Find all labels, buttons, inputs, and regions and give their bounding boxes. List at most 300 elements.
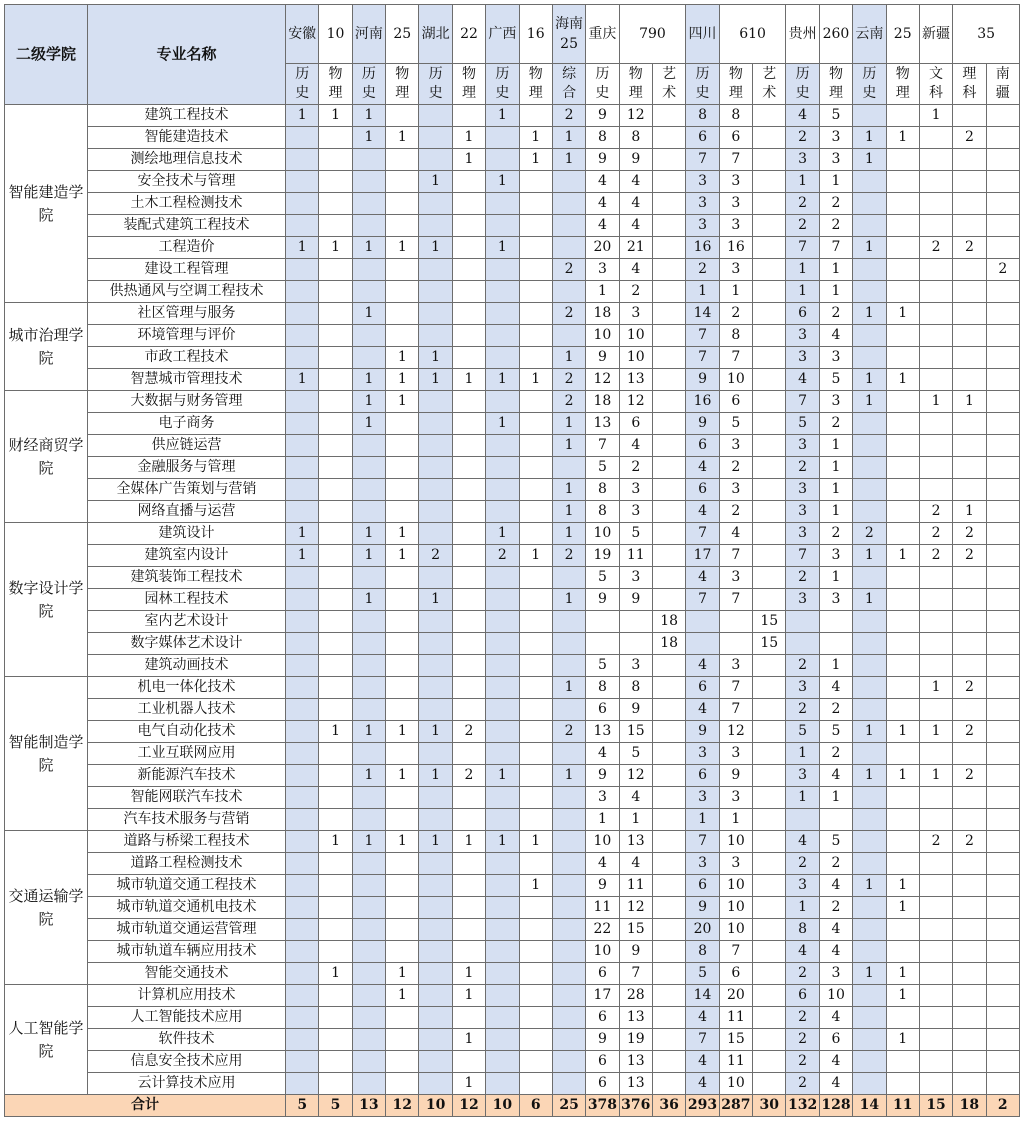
quota-cell bbox=[652, 831, 685, 853]
quota-cell bbox=[352, 1051, 385, 1073]
quota-cell: 5 bbox=[719, 413, 752, 435]
quota-cell: 2 bbox=[819, 897, 852, 919]
quota-cell bbox=[886, 281, 919, 303]
quota-cell bbox=[319, 127, 352, 149]
quota-cell: 1 bbox=[919, 721, 952, 743]
quota-cell: 1 bbox=[886, 303, 919, 325]
quota-cell bbox=[886, 105, 919, 127]
quota-cell bbox=[886, 633, 919, 655]
quota-cell: 1 bbox=[386, 963, 419, 985]
quota-cell: 1 bbox=[919, 765, 952, 787]
quota-cell: 2 bbox=[853, 523, 886, 545]
quota-cell: 10 bbox=[619, 347, 652, 369]
quota-cell bbox=[319, 479, 352, 501]
quota-cell bbox=[286, 985, 319, 1007]
quota-cell bbox=[519, 1051, 552, 1073]
quota-cell bbox=[986, 193, 1019, 215]
table-row bbox=[5, 1073, 1020, 1095]
quota-cell bbox=[886, 611, 919, 633]
quota-cell: 1 bbox=[386, 237, 419, 259]
quota-cell: 1 bbox=[819, 479, 852, 501]
table-row bbox=[5, 523, 1020, 545]
quota-cell: 1 bbox=[586, 809, 619, 831]
quota-cell bbox=[486, 853, 519, 875]
quota-cell bbox=[652, 457, 685, 479]
quota-cell bbox=[452, 325, 485, 347]
quota-cell: 1 bbox=[819, 655, 852, 677]
quota-cell bbox=[452, 875, 485, 897]
quota-cell bbox=[452, 391, 485, 413]
quota-cell bbox=[686, 633, 719, 655]
college-name: 人工智能学院 bbox=[5, 985, 88, 1095]
quota-cell: 3 bbox=[786, 435, 819, 457]
quota-cell: 1 bbox=[552, 765, 585, 787]
quota-cell bbox=[386, 193, 419, 215]
quota-cell bbox=[352, 281, 385, 303]
quota-cell bbox=[953, 567, 986, 589]
quota-cell bbox=[953, 303, 986, 325]
quota-cell bbox=[986, 435, 1019, 457]
quota-cell bbox=[886, 193, 919, 215]
quota-cell: 10 bbox=[586, 941, 619, 963]
quota-cell bbox=[386, 1029, 419, 1051]
quota-cell bbox=[986, 105, 1019, 127]
quota-cell: 13 bbox=[619, 1051, 652, 1073]
quota-cell bbox=[652, 325, 685, 347]
quota-cell bbox=[552, 1007, 585, 1029]
quota-cell: 12 bbox=[619, 765, 652, 787]
quota-cell bbox=[519, 941, 552, 963]
quota-cell: 1 bbox=[386, 523, 419, 545]
quota-cell: 1 bbox=[819, 457, 852, 479]
table-row bbox=[5, 919, 1020, 941]
quota-cell bbox=[419, 259, 452, 281]
quota-cell bbox=[986, 985, 1019, 1007]
quota-cell bbox=[853, 435, 886, 457]
quota-cell: 3 bbox=[619, 303, 652, 325]
quota-cell: 1 bbox=[819, 501, 852, 523]
quota-cell: 6 bbox=[586, 699, 619, 721]
quota-cell: 2 bbox=[786, 655, 819, 677]
quota-cell: 1 bbox=[352, 127, 385, 149]
quota-cell: 2 bbox=[786, 699, 819, 721]
quota-cell bbox=[753, 743, 786, 765]
quota-cell: 2 bbox=[953, 765, 986, 787]
quota-cell bbox=[753, 853, 786, 875]
quota-cell bbox=[953, 435, 986, 457]
quota-cell bbox=[286, 787, 319, 809]
quota-cell: 1 bbox=[819, 281, 852, 303]
quota-cell bbox=[352, 963, 385, 985]
quota-cell: 18 bbox=[586, 391, 619, 413]
quota-cell: 2 bbox=[786, 193, 819, 215]
quota-cell: 4 bbox=[786, 369, 819, 391]
quota-cell bbox=[419, 853, 452, 875]
quota-cell bbox=[886, 237, 919, 259]
quota-cell: 8 bbox=[686, 941, 719, 963]
quota-cell: 4 bbox=[819, 1073, 852, 1095]
subject-header-cell: 历史 bbox=[352, 64, 385, 105]
quota-cell: 16 bbox=[686, 237, 719, 259]
quota-cell: 7 bbox=[686, 149, 719, 171]
subject-header-cell: 历史 bbox=[419, 64, 452, 105]
quota-cell: 14 bbox=[686, 985, 719, 1007]
major-name: 园林工程技术 bbox=[87, 589, 285, 611]
quota-cell bbox=[686, 611, 719, 633]
quota-cell bbox=[986, 1051, 1019, 1073]
quota-cell bbox=[319, 919, 352, 941]
quota-cell: 1 bbox=[486, 831, 519, 853]
quota-cell bbox=[886, 853, 919, 875]
quota-cell: 3 bbox=[719, 655, 752, 677]
quota-cell: 1 bbox=[452, 149, 485, 171]
quota-cell bbox=[953, 743, 986, 765]
quota-cell bbox=[886, 523, 919, 545]
quota-cell: 1 bbox=[419, 765, 452, 787]
quota-cell: 2 bbox=[953, 523, 986, 545]
quota-cell: 9 bbox=[586, 149, 619, 171]
quota-cell bbox=[753, 523, 786, 545]
quota-cell bbox=[886, 1073, 919, 1095]
table-header bbox=[5, 5, 1020, 105]
quota-cell bbox=[552, 963, 585, 985]
total-cell: 36 bbox=[652, 1095, 685, 1117]
quota-cell: 7 bbox=[619, 963, 652, 985]
table-row bbox=[5, 347, 1020, 369]
quota-cell bbox=[452, 897, 485, 919]
major-name: 装配式建筑工程技术 bbox=[87, 215, 285, 237]
quota-cell bbox=[386, 633, 419, 655]
quota-cell bbox=[286, 303, 319, 325]
quota-cell: 2 bbox=[552, 259, 585, 281]
quota-cell: 9 bbox=[586, 765, 619, 787]
quota-cell bbox=[986, 479, 1019, 501]
major-name: 建筑装饰工程技术 bbox=[87, 567, 285, 589]
major-name: 智慧城市管理技术 bbox=[87, 369, 285, 391]
college-name: 交通运输学院 bbox=[5, 831, 88, 985]
quota-cell bbox=[986, 1073, 1019, 1095]
quota-cell: 15 bbox=[619, 721, 652, 743]
quota-cell: 10 bbox=[719, 897, 752, 919]
quota-cell: 1 bbox=[853, 963, 886, 985]
quota-cell bbox=[919, 457, 952, 479]
table-row bbox=[5, 545, 1020, 567]
quota-cell bbox=[753, 127, 786, 149]
quota-cell bbox=[319, 435, 352, 457]
quota-cell: 1 bbox=[786, 787, 819, 809]
quota-cell: 9 bbox=[686, 413, 719, 435]
quota-cell: 1 bbox=[953, 391, 986, 413]
quota-cell bbox=[286, 1007, 319, 1029]
quota-cell bbox=[953, 919, 986, 941]
quota-cell bbox=[919, 413, 952, 435]
major-name: 网络直播与运营 bbox=[87, 501, 285, 523]
total-cell: 18 bbox=[953, 1095, 986, 1117]
quota-cell: 6 bbox=[786, 303, 819, 325]
quota-cell: 7 bbox=[719, 545, 752, 567]
quota-cell: 6 bbox=[819, 1029, 852, 1051]
quota-cell: 3 bbox=[686, 193, 719, 215]
quota-cell bbox=[519, 699, 552, 721]
quota-cell: 2 bbox=[419, 545, 452, 567]
quota-cell: 1 bbox=[519, 149, 552, 171]
quota-cell bbox=[486, 1007, 519, 1029]
table-row bbox=[5, 809, 1020, 831]
quota-cell bbox=[319, 765, 352, 787]
quota-cell bbox=[286, 501, 319, 523]
quota-cell: 10 bbox=[619, 325, 652, 347]
quota-cell: 1 bbox=[286, 369, 319, 391]
quota-cell: 1 bbox=[452, 127, 485, 149]
table-row bbox=[5, 215, 1020, 237]
quota-cell: 1 bbox=[452, 1073, 485, 1095]
quota-cell bbox=[886, 809, 919, 831]
totals-footer bbox=[5, 1095, 1020, 1117]
quota-cell: 1 bbox=[686, 809, 719, 831]
quota-cell bbox=[419, 787, 452, 809]
quota-cell: 1 bbox=[352, 721, 385, 743]
quota-cell: 2 bbox=[786, 1029, 819, 1051]
quota-cell: 8 bbox=[586, 677, 619, 699]
quota-cell bbox=[753, 875, 786, 897]
quota-cell bbox=[452, 1051, 485, 1073]
quota-cell: 4 bbox=[686, 655, 719, 677]
quota-cell bbox=[286, 919, 319, 941]
quota-cell bbox=[452, 237, 485, 259]
quota-cell bbox=[519, 281, 552, 303]
quota-cell bbox=[286, 853, 319, 875]
table-row bbox=[5, 743, 1020, 765]
quota-cell bbox=[386, 1051, 419, 1073]
quota-cell: 15 bbox=[719, 1029, 752, 1051]
quota-cell bbox=[319, 897, 352, 919]
quota-cell bbox=[719, 633, 752, 655]
quota-cell: 2 bbox=[819, 699, 852, 721]
quota-cell bbox=[753, 545, 786, 567]
quota-cell bbox=[452, 589, 485, 611]
quota-cell: 3 bbox=[819, 391, 852, 413]
table-row bbox=[5, 127, 1020, 149]
quota-cell: 1 bbox=[419, 369, 452, 391]
quota-cell bbox=[853, 347, 886, 369]
quota-cell: 13 bbox=[586, 413, 619, 435]
quota-cell bbox=[452, 633, 485, 655]
quota-cell: 8 bbox=[719, 325, 752, 347]
quota-cell: 6 bbox=[586, 1051, 619, 1073]
quota-cell bbox=[953, 347, 986, 369]
quota-cell: 1 bbox=[953, 501, 986, 523]
quota-cell: 3 bbox=[586, 259, 619, 281]
quota-cell bbox=[319, 611, 352, 633]
quota-cell bbox=[519, 501, 552, 523]
quota-cell: 1 bbox=[286, 237, 319, 259]
quota-cell bbox=[419, 215, 452, 237]
quota-cell: 9 bbox=[586, 589, 619, 611]
quota-cell: 6 bbox=[586, 1073, 619, 1095]
quota-cell: 2 bbox=[953, 677, 986, 699]
quota-cell bbox=[853, 171, 886, 193]
quota-cell: 9 bbox=[686, 369, 719, 391]
quota-cell bbox=[486, 611, 519, 633]
quota-cell: 28 bbox=[619, 985, 652, 1007]
quota-cell bbox=[452, 413, 485, 435]
total-cell: 10 bbox=[486, 1095, 519, 1117]
quota-cell bbox=[319, 347, 352, 369]
quota-cell: 4 bbox=[619, 435, 652, 457]
quota-cell bbox=[552, 897, 585, 919]
quota-cell bbox=[419, 479, 452, 501]
quota-cell: 3 bbox=[786, 589, 819, 611]
quota-cell: 1 bbox=[319, 237, 352, 259]
subject-header-cell: 物理 bbox=[519, 64, 552, 105]
quota-cell bbox=[652, 281, 685, 303]
quota-cell bbox=[986, 325, 1019, 347]
quota-cell: 1 bbox=[719, 809, 752, 831]
quota-cell: 7 bbox=[686, 523, 719, 545]
major-name: 智能交通技术 bbox=[87, 963, 285, 985]
quota-cell: 4 bbox=[686, 1007, 719, 1029]
quota-cell bbox=[452, 347, 485, 369]
quota-cell: 1 bbox=[519, 369, 552, 391]
college-name: 财经商贸学院 bbox=[5, 391, 88, 523]
quota-cell bbox=[753, 369, 786, 391]
quota-cell: 2 bbox=[919, 545, 952, 567]
quota-cell bbox=[352, 1029, 385, 1051]
quota-cell: 7 bbox=[786, 545, 819, 567]
quota-cell: 1 bbox=[786, 743, 819, 765]
region-header-cell: 广西 bbox=[486, 5, 519, 64]
quota-cell: 1 bbox=[486, 369, 519, 391]
quota-cell: 1 bbox=[486, 523, 519, 545]
quota-cell bbox=[486, 435, 519, 457]
quota-cell: 4 bbox=[619, 853, 652, 875]
quota-cell: 5 bbox=[686, 963, 719, 985]
quota-cell: 2 bbox=[719, 303, 752, 325]
quota-cell bbox=[286, 457, 319, 479]
quota-cell bbox=[886, 1007, 919, 1029]
quota-cell bbox=[753, 413, 786, 435]
total-cell: 376 bbox=[619, 1095, 652, 1117]
quota-cell bbox=[486, 281, 519, 303]
quota-cell bbox=[386, 281, 419, 303]
quota-cell: 4 bbox=[819, 941, 852, 963]
quota-cell bbox=[386, 105, 419, 127]
quota-cell bbox=[552, 237, 585, 259]
quota-cell bbox=[386, 479, 419, 501]
quota-cell bbox=[886, 831, 919, 853]
quota-cell bbox=[986, 545, 1019, 567]
quota-cell: 7 bbox=[786, 391, 819, 413]
quota-cell: 2 bbox=[686, 259, 719, 281]
quota-cell bbox=[286, 721, 319, 743]
quota-cell bbox=[853, 919, 886, 941]
quota-cell: 5 bbox=[819, 721, 852, 743]
quota-cell: 7 bbox=[686, 347, 719, 369]
quota-cell bbox=[286, 281, 319, 303]
major-name: 城市轨道交通运营管理 bbox=[87, 919, 285, 941]
subject-header-cell: 物理 bbox=[819, 64, 852, 105]
quota-cell bbox=[919, 787, 952, 809]
quota-cell bbox=[986, 853, 1019, 875]
table-row bbox=[5, 171, 1020, 193]
quota-cell bbox=[419, 325, 452, 347]
region-header-cell: 安徽 bbox=[286, 5, 319, 64]
quota-cell: 4 bbox=[686, 1073, 719, 1095]
quota-cell: 1 bbox=[886, 963, 919, 985]
quota-cell bbox=[753, 1029, 786, 1051]
quota-cell: 2 bbox=[486, 545, 519, 567]
quota-cell: 6 bbox=[786, 985, 819, 1007]
quota-cell bbox=[452, 171, 485, 193]
quota-cell bbox=[386, 501, 419, 523]
quota-cell: 1 bbox=[286, 105, 319, 127]
quota-cell bbox=[486, 391, 519, 413]
quota-cell bbox=[286, 435, 319, 457]
quota-cell bbox=[853, 325, 886, 347]
quota-cell: 3 bbox=[819, 589, 852, 611]
quota-cell bbox=[753, 1051, 786, 1073]
quota-cell bbox=[419, 1007, 452, 1029]
quota-cell: 5 bbox=[619, 743, 652, 765]
quota-cell: 3 bbox=[786, 479, 819, 501]
quota-cell bbox=[552, 699, 585, 721]
quota-cell bbox=[986, 655, 1019, 677]
quota-cell: 8 bbox=[586, 479, 619, 501]
quota-cell bbox=[486, 1051, 519, 1073]
quota-cell bbox=[953, 655, 986, 677]
quota-cell: 7 bbox=[786, 237, 819, 259]
quota-cell bbox=[519, 193, 552, 215]
quota-cell: 2 bbox=[953, 545, 986, 567]
quota-cell bbox=[652, 369, 685, 391]
quota-cell bbox=[286, 391, 319, 413]
quota-cell: 4 bbox=[586, 743, 619, 765]
quota-cell bbox=[386, 215, 419, 237]
quota-cell bbox=[886, 149, 919, 171]
quota-cell: 1 bbox=[552, 479, 585, 501]
quota-cell bbox=[753, 963, 786, 985]
quota-cell bbox=[953, 457, 986, 479]
quota-cell bbox=[953, 369, 986, 391]
quota-cell: 11 bbox=[719, 1051, 752, 1073]
quota-cell: 2 bbox=[819, 413, 852, 435]
quota-cell: 2 bbox=[919, 237, 952, 259]
quota-cell bbox=[652, 479, 685, 501]
major-name: 土木工程检测技术 bbox=[87, 193, 285, 215]
quota-cell: 7 bbox=[586, 435, 619, 457]
quota-cell bbox=[552, 457, 585, 479]
quota-cell bbox=[386, 567, 419, 589]
quota-cell: 3 bbox=[719, 787, 752, 809]
quota-cell bbox=[519, 985, 552, 1007]
quota-cell: 5 bbox=[819, 831, 852, 853]
quota-cell bbox=[419, 985, 452, 1007]
quota-cell: 9 bbox=[686, 721, 719, 743]
quota-cell bbox=[352, 897, 385, 919]
quota-cell: 4 bbox=[819, 919, 852, 941]
quota-cell: 11 bbox=[619, 545, 652, 567]
region-header-cell: 湖北 bbox=[419, 5, 452, 64]
quota-cell bbox=[452, 941, 485, 963]
total-cell: 378 bbox=[586, 1095, 619, 1117]
quota-cell bbox=[386, 1073, 419, 1095]
quota-cell bbox=[452, 853, 485, 875]
major-name: 金融服务与管理 bbox=[87, 457, 285, 479]
quota-cell bbox=[519, 567, 552, 589]
quota-cell: 5 bbox=[586, 457, 619, 479]
quota-cell bbox=[419, 193, 452, 215]
quota-cell bbox=[886, 919, 919, 941]
